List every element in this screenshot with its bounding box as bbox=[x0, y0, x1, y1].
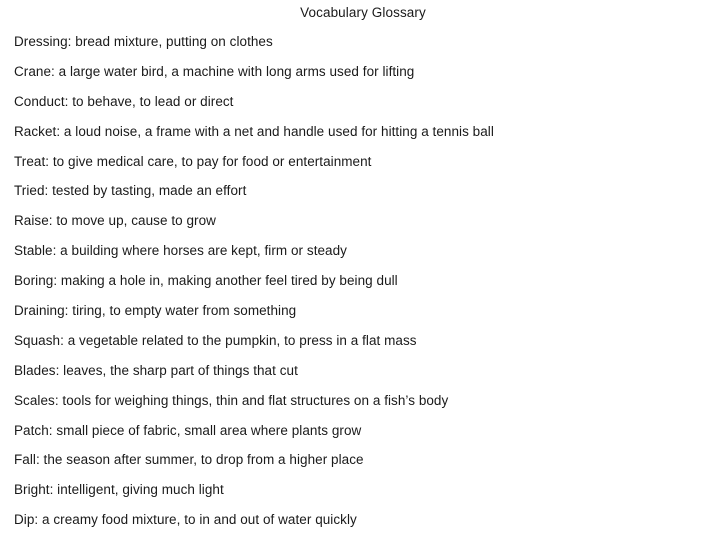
glossary-entry: Conduct: to behave, to lead or direct bbox=[14, 93, 234, 109]
glossary-entry: Boring: making a hole in, making another feel tired by being dull bbox=[14, 273, 398, 289]
glossary-entry: Draining: tiring, to empty water from something bbox=[14, 303, 297, 319]
glossary-entry: Racket: a loud noise, a frame with a net and handle used for hitting a tennis ball bbox=[14, 123, 494, 139]
glossary-entry: Treat: to give medical care, to pay for food or entertainment bbox=[14, 153, 372, 169]
glossary-list bbox=[14, 33, 494, 541]
glossary-entry: Squash: a vegetable related to the pumpkin, to press in a flat mass bbox=[14, 332, 417, 348]
glossary-entry: Fall: the season after summer, to drop from a higher place bbox=[14, 452, 364, 468]
glossary-entry: Stable: a building where horses are kept, firm or steady bbox=[14, 243, 347, 259]
glossary-entry: Blades: leaves, the sharp part of things that cut bbox=[14, 362, 298, 378]
glossary-entry: Dressing: bread mixture, putting on clothes bbox=[14, 34, 273, 49]
glossary-entry: Patch: small piece of fabric, small area where plants grow bbox=[14, 422, 362, 438]
glossary-entry: Crane: a large water bird, a machine with long arms used for lifting bbox=[14, 63, 415, 79]
glossary-entry: Dip: a creamy food mixture, to in and out of water quickly bbox=[14, 512, 357, 528]
glossary-entry: Bright: intelligent, giving much light bbox=[14, 482, 224, 498]
glossary-entry: Raise: to move up, cause to grow bbox=[14, 213, 216, 229]
glossary-entry: Tried: tested by tasting, made an effort bbox=[14, 183, 247, 199]
glossary-entry: Scales: tools for weighing things, thin and flat structures on a fish’s body bbox=[14, 392, 449, 408]
document-title: Vocabulary Glossary bbox=[300, 5, 426, 20]
